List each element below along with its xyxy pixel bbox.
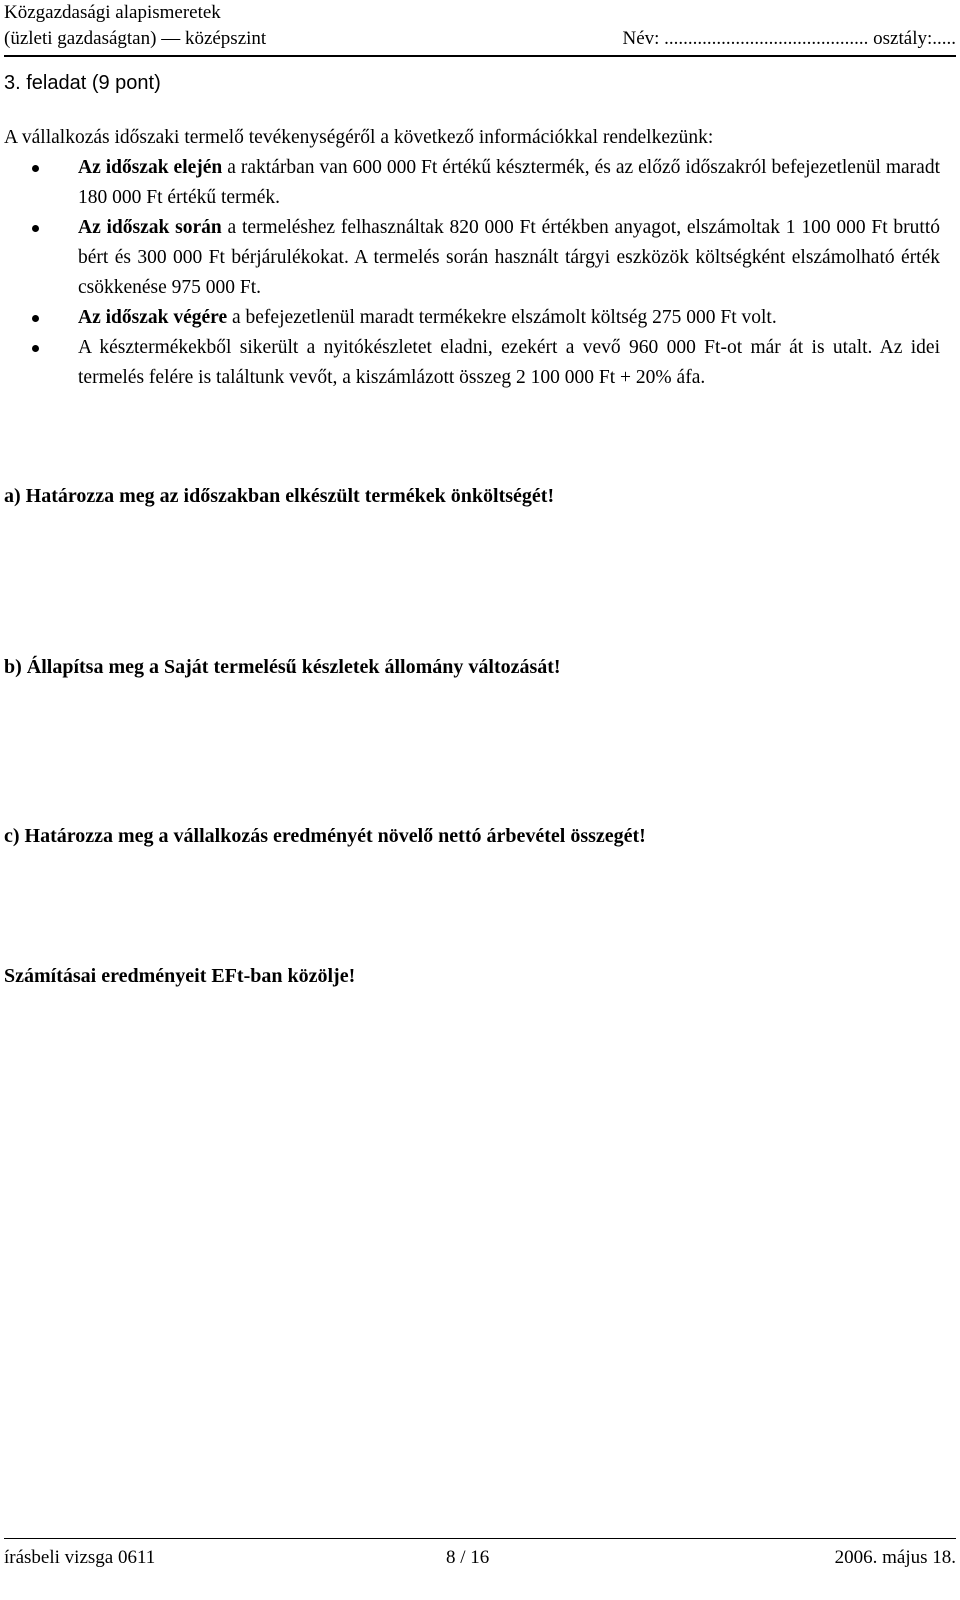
page-number: 8 / 16 bbox=[446, 1547, 490, 1568]
header-subject: Közgazdasági alapismeretek bbox=[4, 2, 221, 23]
question-c: c) Határozza meg a vállalkozás eredményét növelő nettó árbevétel összegét! bbox=[4, 825, 646, 847]
footer-divider bbox=[4, 1538, 956, 1539]
page-header bbox=[4, 0, 956, 56]
list-item-emphasis: Az időszak elején bbox=[78, 157, 223, 178]
task-intro: A vállalkozás időszaki termelő tevékenységéről a következő információkkal rendelkezünk: bbox=[4, 127, 714, 148]
list-item bbox=[4, 213, 940, 303]
bullet-icon bbox=[32, 345, 39, 352]
list-item-text: a raktárban van 600 000 Ft értékű késztermék, és az előző időszakról befejezetlenül maradt 180 000 Ft értékű termék. bbox=[78, 157, 940, 208]
answer-instruction: Számításai eredményeit EFt-ban közölje! bbox=[4, 965, 356, 987]
list-item bbox=[4, 153, 940, 213]
list-item-emphasis: Az időszak során bbox=[78, 217, 222, 238]
list-item-emphasis: Az időszak végére bbox=[78, 307, 228, 328]
list-item bbox=[4, 303, 940, 333]
footer-date: 2006. május 18. bbox=[834, 1547, 956, 1568]
question-a: a) Határozza meg az időszakban elkészült termékek önköltségét! bbox=[4, 485, 555, 507]
task-title: 3. feladat (9 pont) bbox=[4, 72, 161, 94]
bullet-icon bbox=[32, 165, 39, 172]
list-item-text: a befejezetlenül maradt termékekre elszámolt költség 275 000 Ft volt. bbox=[227, 307, 777, 328]
header-divider bbox=[4, 55, 956, 57]
task-description bbox=[4, 123, 940, 393]
bullet-icon bbox=[32, 315, 39, 322]
page-footer bbox=[4, 1545, 956, 1573]
footer-exam-code: írásbeli vizsga 0611 bbox=[4, 1547, 156, 1568]
header-level: (üzleti gazdaságtan) — középszint bbox=[4, 28, 267, 49]
bullet-icon bbox=[32, 225, 39, 232]
info-list bbox=[4, 153, 940, 393]
list-item-text: A késztermékekből sikerült a nyitókészletet eladni, ezekért a vevő 960 000 Ft-ot már át is utalt. Az idei termelés felére is találtunk vevőt, a kiszámlázott összeg 2 100 000 Ft + 20% áfa. bbox=[78, 337, 940, 388]
list-item bbox=[4, 333, 940, 393]
header-name-class-field: Név: ........................................... osztály:..... bbox=[622, 28, 956, 49]
list-item-text: a termeléshez felhasználtak 820 000 Ft értékben anyagot, elszámoltak 1 100 000 Ft bruttó bért és 300 000 Ft bérjárulékokat. A termelés során használt tárgyi eszközök költségként elszámolható érték csökkenése 975 000 Ft. bbox=[78, 217, 940, 298]
question-b: b) Állapítsa meg a Saját termelésű készletek állomány változását! bbox=[4, 656, 561, 678]
